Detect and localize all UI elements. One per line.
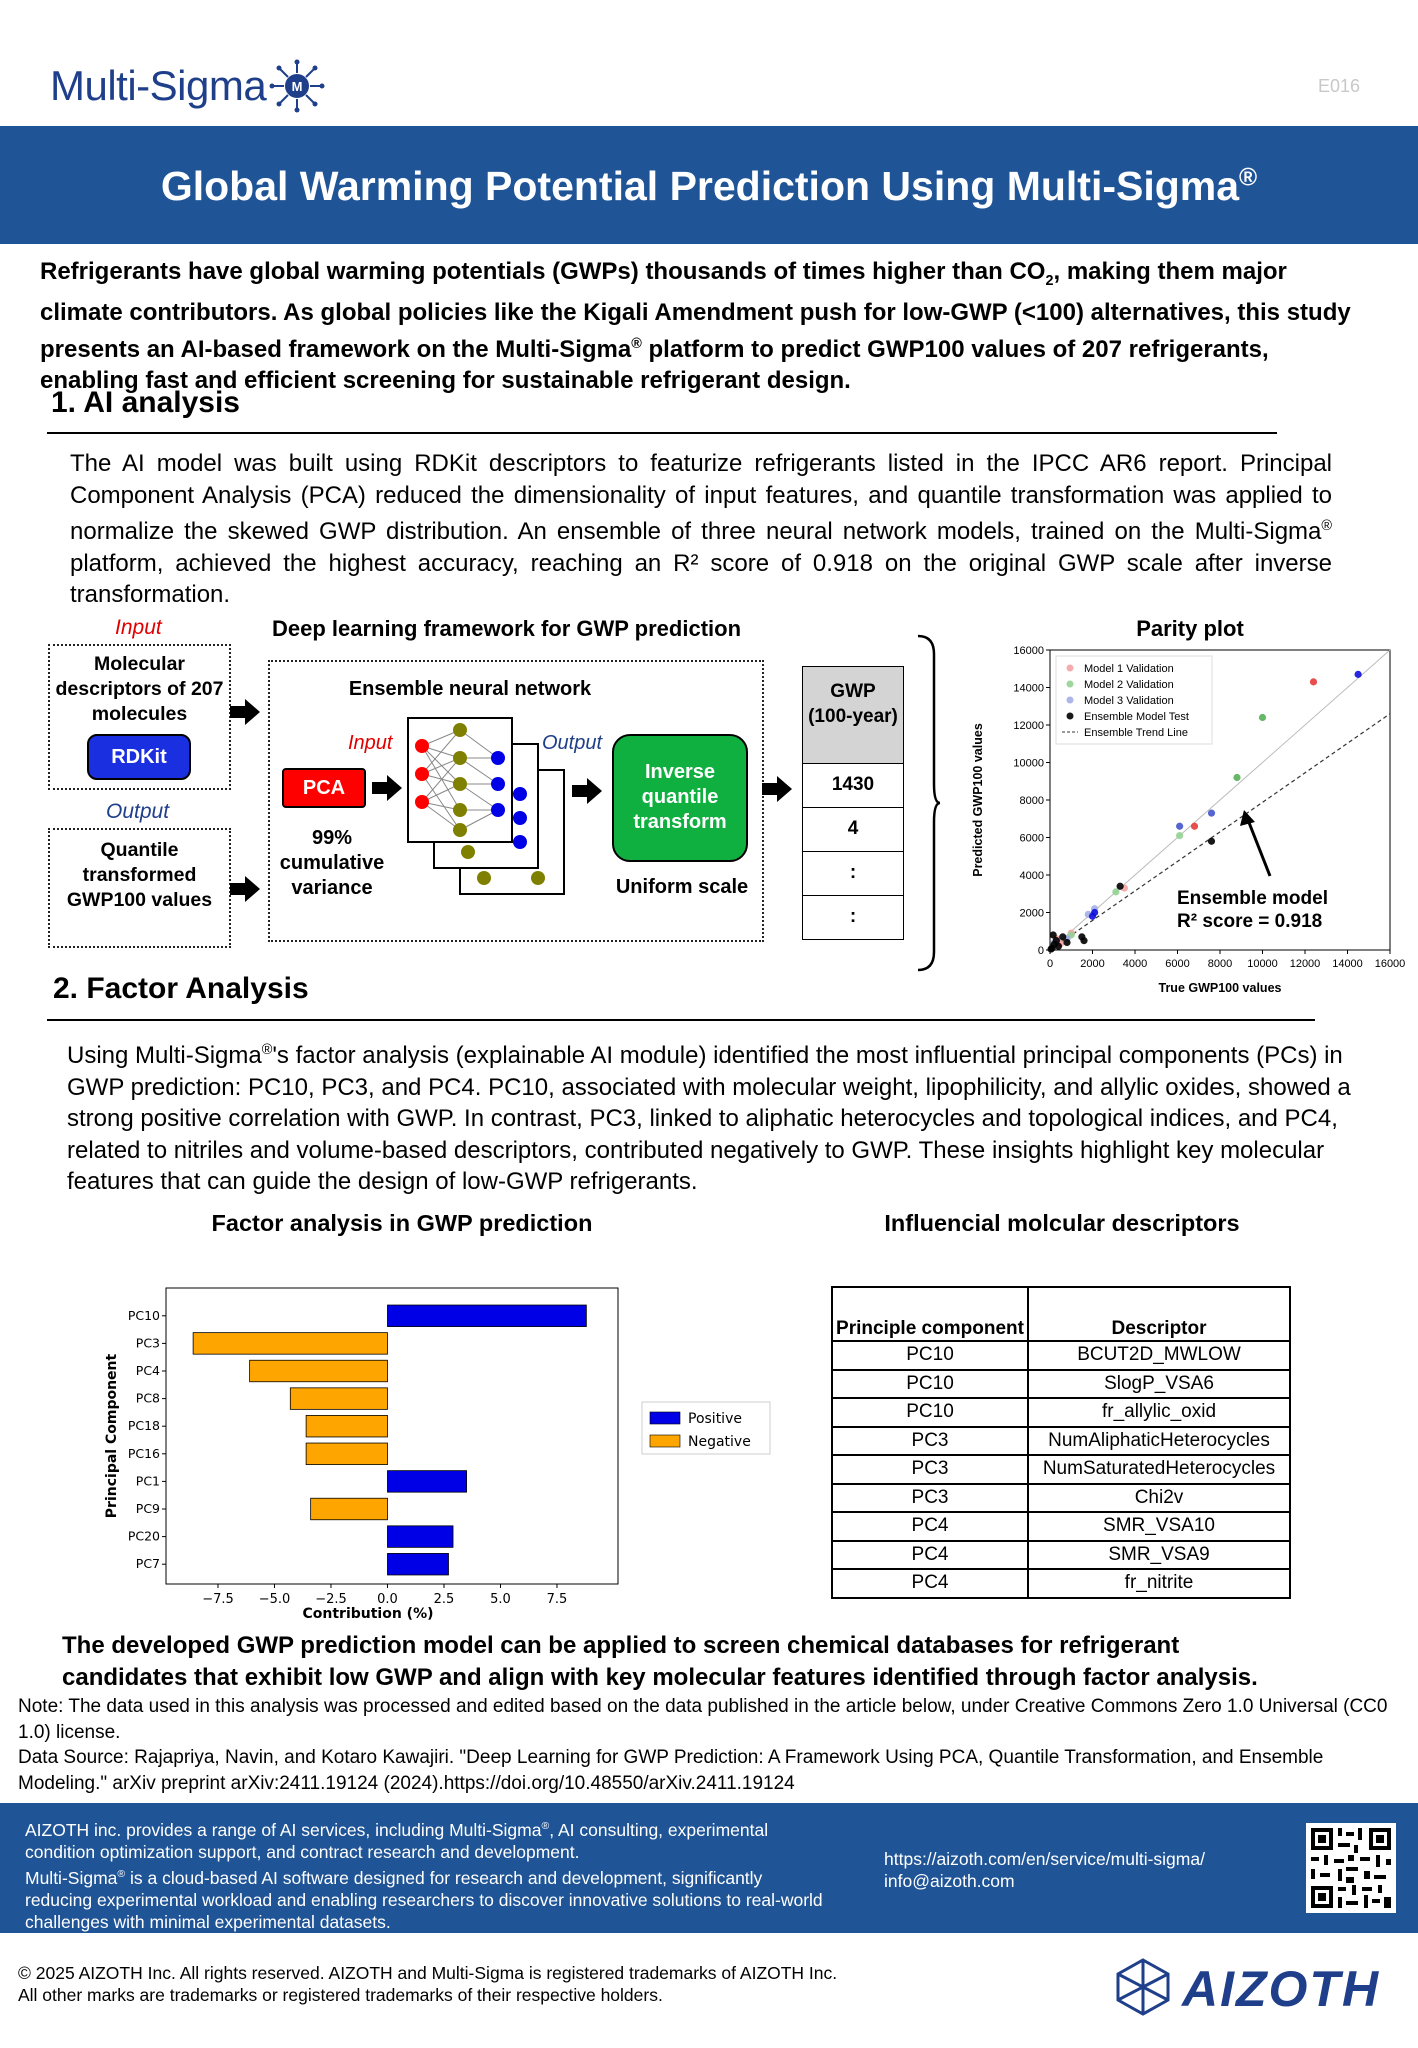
x-tick-label: 14000 bbox=[1332, 958, 1363, 970]
legend-label: Model 2 Validation bbox=[1084, 679, 1174, 691]
footer-email-link[interactable]: info@aizoth.com bbox=[884, 1871, 1015, 1891]
parity-plot bbox=[970, 640, 1406, 1016]
principal-component-cell: PC4 bbox=[832, 1569, 1028, 1598]
gwp-value-cell: : bbox=[802, 895, 904, 940]
multi-sigma-logo-text: Multi-Sigma bbox=[50, 62, 267, 109]
y-tick-label: PC7 bbox=[135, 1556, 160, 1572]
section-2-text: Using Multi-Sigma®'s factor analysis (explainable AI module) identified the most influential principal components (PCs) in GWP prediction: PC10, PC3, and PC4. PC10, associated with molecular weight, lipophilicity, and allylic oxides, showed a strong positive correlation with GWP. In contrast, PC3, linked to aliphatic heterocycles and topological indices, and PC4, related to nitriles and volume-based descriptors, contributed negatively to GWP. These insights highlight key molecular features that can guide the design of low-GWP refrigerants. bbox=[67, 1042, 1351, 1195]
y-tick-label: 16000 bbox=[1013, 645, 1044, 657]
arrow-right-icon bbox=[572, 778, 602, 804]
table-row bbox=[832, 1541, 1290, 1570]
x-tick-label: 4000 bbox=[1122, 958, 1148, 970]
data-point bbox=[1176, 832, 1183, 839]
y-tick-label: PC16 bbox=[127, 1445, 160, 1461]
bar-pc4 bbox=[250, 1360, 388, 1382]
arrow-right-icon bbox=[230, 876, 260, 902]
gwp-value-cell: 1430 bbox=[802, 763, 904, 808]
variance-text: 99% cumulative variance bbox=[279, 827, 385, 899]
section-2-heading: 2. Factor Analysis bbox=[53, 972, 309, 1005]
x-tick-label: −5.0 bbox=[258, 1592, 291, 1607]
input-label: Input bbox=[115, 616, 162, 639]
y-tick-label: PC1 bbox=[135, 1473, 160, 1489]
page-title: Global Warming Potential Prediction Using Multi-Sigma® bbox=[160, 163, 1258, 209]
data-point bbox=[1080, 937, 1087, 944]
table-row bbox=[832, 1341, 1290, 1370]
annotation-line-1: Ensemble model bbox=[1177, 888, 1328, 909]
x-tick-label: 16000 bbox=[1374, 958, 1406, 970]
gwp-header-cell: GWP (100-year) bbox=[802, 666, 904, 764]
y-axis-label: Predicted GWP100 values bbox=[971, 723, 985, 877]
descriptor-cell: fr_nitrite bbox=[1028, 1569, 1290, 1598]
descriptor-table bbox=[831, 1286, 1291, 1599]
legend-swatch bbox=[650, 1435, 680, 1447]
bar-pc20 bbox=[387, 1526, 453, 1548]
table-row bbox=[832, 1512, 1290, 1541]
descriptor-cell: fr_allylic_oxid bbox=[1028, 1398, 1290, 1427]
x-tick-label: 0 bbox=[1046, 958, 1054, 970]
arrow-right-icon bbox=[372, 775, 402, 801]
data-point bbox=[1208, 810, 1215, 817]
bar-pc10 bbox=[387, 1305, 586, 1327]
y-tick-label: 6000 bbox=[1019, 832, 1044, 845]
bar-pc3 bbox=[193, 1333, 387, 1355]
legend-label: Positive bbox=[688, 1411, 742, 1427]
y-tick-label: PC10 bbox=[127, 1307, 160, 1323]
data-point bbox=[1355, 671, 1362, 678]
data-point bbox=[1233, 774, 1240, 781]
legend-label: Ensemble Model Test bbox=[1084, 711, 1189, 723]
x-tick-label: 7.5 bbox=[546, 1592, 568, 1607]
data-point bbox=[1259, 714, 1266, 721]
y-tick-label: 2000 bbox=[1019, 907, 1044, 920]
data-point bbox=[1176, 823, 1183, 830]
conclusion-text: The developed GWP prediction model can be applied to screen chemical databases for refrigerant candidates that exhibit low GWP and align with key molecular features identified through factor analysis. bbox=[62, 1632, 1258, 1691]
bar-pc16 bbox=[306, 1443, 387, 1465]
principal-component-cell: PC10 bbox=[832, 1398, 1028, 1427]
table-header: Descriptor bbox=[1028, 1287, 1290, 1341]
footer-url-link[interactable]: https://aizoth.com/en/service/multi-sigma/ bbox=[884, 1849, 1205, 1869]
y-tick-label: 8000 bbox=[1019, 795, 1044, 807]
y-tick-label: PC3 bbox=[135, 1335, 160, 1351]
bar-pc8 bbox=[290, 1388, 387, 1410]
pca-badge: PCA bbox=[282, 768, 366, 808]
aizoth-logo-icon bbox=[1112, 1956, 1174, 2018]
x-tick-label: 2.5 bbox=[433, 1592, 455, 1607]
x-tick-label: −7.5 bbox=[202, 1592, 234, 1607]
inverse-transform-text: Inverse quantile transform bbox=[633, 761, 727, 833]
legend-label: Model 1 Validation bbox=[1084, 663, 1174, 675]
document-code: E016 bbox=[1318, 76, 1361, 96]
factor-chart-title: Factor analysis in GWP prediction bbox=[211, 1210, 593, 1236]
data-point bbox=[1089, 913, 1096, 920]
table-row bbox=[832, 1427, 1290, 1456]
legend-marker bbox=[1067, 713, 1074, 720]
molecular-descriptor-text: Molecular descriptors of 207 molecules bbox=[55, 653, 224, 725]
rdkit-badge: RDKit bbox=[87, 734, 191, 780]
y-axis-label: Principal Component bbox=[104, 1353, 120, 1519]
descriptor-cell: Chi2v bbox=[1028, 1484, 1290, 1513]
legend-label: Ensemble Trend Line bbox=[1084, 727, 1188, 739]
y-tick-label: 12000 bbox=[1013, 720, 1044, 732]
right-brace bbox=[916, 634, 942, 972]
descriptor-table-title: Influencial molcular descriptors bbox=[884, 1210, 1240, 1236]
output-label: Output bbox=[106, 800, 170, 823]
x-tick-label: −2.5 bbox=[315, 1592, 347, 1607]
bar-pc18 bbox=[306, 1415, 387, 1437]
descriptor-cell: SlogP_VSA6 bbox=[1028, 1370, 1290, 1399]
descriptor-cell: SMR_VSA9 bbox=[1028, 1541, 1290, 1570]
section-1-text: The AI model was built using RDKit descriptors to featurize refrigerants listed in the IPCC AR6 report. Principal Component Analysis (PCA) reduced the dimensionality of input features, and quantile transformation was applied to normalize the skewed GWP distribution. An ensemble of three neural network models, trained on the Multi-Sigma® platform, achieved the highest accuracy, reaching an R² score of 0.918 on the original GWP scale after inverse transformation. bbox=[70, 450, 1332, 608]
legend-swatch bbox=[650, 1412, 680, 1424]
principal-component-cell: PC3 bbox=[832, 1427, 1028, 1456]
parity-title: Parity plot bbox=[1136, 616, 1244, 641]
neural-network-diagram bbox=[408, 718, 566, 896]
y-tick-label: 4000 bbox=[1019, 870, 1044, 882]
y-tick-label: PC20 bbox=[127, 1528, 160, 1544]
principal-component-cell: PC4 bbox=[832, 1512, 1028, 1541]
footer-company-text: AIZOTH inc. provides a range of AI services, including Multi-Sigma®, AI consulting, experimental condition optimization support, and contract research and development. Multi-Sigma® is a cloud-based AI software designed for research and development, significantly reducing experimental workload and enabling researchers to discover innovative solutions to real-world challenges with minimal experimental datasets. bbox=[25, 1819, 823, 1932]
y-tick-label: PC8 bbox=[135, 1390, 160, 1406]
table-header: Principle component bbox=[832, 1287, 1028, 1341]
x-axis-label: Contribution (%) bbox=[302, 1606, 434, 1622]
principal-component-cell: PC4 bbox=[832, 1541, 1028, 1570]
gwp-value-cell: : bbox=[802, 851, 904, 896]
bar-pc1 bbox=[387, 1471, 466, 1493]
data-point bbox=[1117, 883, 1124, 890]
nn-output-label: Output bbox=[542, 732, 603, 754]
data-note: Note: The data used in this analysis was processed and edited based on the data published in the article below, under Creative Commons Zero 1.0 Universal (CC0 1.0) license. Data Source: Rajapriya, Navin, and Kotaro Kawajiri. "Deep Learning for GWP Prediction: A Framework Using PCA, Quantile Transformation, and Ensemble Modeling." arXiv preprint arXiv:2411.19124 (2024).https://doi.org/10.48550/arXiv.2411.19124 bbox=[18, 1696, 1388, 1794]
data-point bbox=[1050, 931, 1057, 938]
arrow-right-icon bbox=[230, 699, 260, 725]
section-2-rule bbox=[47, 1019, 1315, 1021]
intro-paragraph: Refrigerants have global warming potentials (GWPs) thousands of times higher than $CO_2$, making them major climate contributors. As global policies like the Kigali Amendment push for low-GWP (<100) alternatives, this study presents an AI-based framework on the Multi-Sigma® platform to predict GWP100 values of 207 refrigerants, enabling fast and efficient screening for sustainable refrigerant design. bbox=[40, 258, 1351, 395]
principal-component-cell: PC3 bbox=[832, 1484, 1028, 1513]
descriptor-cell: BCUT2D_MWLOW bbox=[1028, 1341, 1290, 1370]
factor-bar-chart bbox=[96, 1284, 786, 1622]
annotation-line-2: R² score = 0.918 bbox=[1177, 911, 1323, 932]
data-point bbox=[1063, 939, 1070, 946]
uniform-scale-text: Uniform scale bbox=[615, 876, 749, 898]
qr-code-icon[interactable] bbox=[1306, 1823, 1396, 1913]
x-tick-label: 8000 bbox=[1207, 958, 1233, 970]
data-point bbox=[1191, 823, 1198, 830]
y-tick-label: 14000 bbox=[1013, 682, 1044, 695]
table-row bbox=[832, 1484, 1290, 1513]
y-tick-label: PC4 bbox=[135, 1363, 160, 1378]
bar-pc9 bbox=[311, 1498, 388, 1520]
principal-component-cell: PC3 bbox=[832, 1455, 1028, 1484]
copyright-text: © 2025 AIZOTH Inc. All rights reserved. AIZOTH and Multi-Sigma is registered trademarks of AIZOTH Inc. All other marks are trademarks or registered trademarks of their respective holders. bbox=[18, 1963, 838, 2005]
table-row bbox=[832, 1370, 1290, 1399]
descriptor-cell: SMR_VSA10 bbox=[1028, 1512, 1290, 1541]
x-tick-label: 12000 bbox=[1289, 958, 1321, 970]
x-tick-label: 0.0 bbox=[377, 1592, 398, 1607]
gwp-value-cell: 4 bbox=[802, 807, 904, 852]
y-tick-label: 0 bbox=[1037, 945, 1044, 957]
principal-component-cell: PC10 bbox=[832, 1341, 1028, 1370]
legend-marker bbox=[1067, 697, 1074, 704]
table-row bbox=[832, 1455, 1290, 1484]
y-tick-label: 10000 bbox=[1013, 757, 1044, 770]
bar-pc7 bbox=[387, 1553, 448, 1575]
descriptor-cell: NumAliphaticHeterocycles bbox=[1028, 1427, 1290, 1456]
descriptor-table-body bbox=[832, 1341, 1290, 1598]
descriptor-cell: NumSaturatedHeterocycles bbox=[1028, 1455, 1290, 1484]
table-row bbox=[832, 1569, 1290, 1598]
svg-text:M: M bbox=[291, 79, 303, 94]
multi-sigma-logo-icon bbox=[262, 58, 332, 114]
table-row bbox=[832, 1398, 1290, 1427]
principal-component-cell: PC10 bbox=[832, 1370, 1028, 1399]
ensemble-nn-title: Ensemble neural network bbox=[348, 678, 592, 700]
section-1-rule bbox=[47, 432, 1277, 434]
x-tick-label: 6000 bbox=[1165, 958, 1190, 970]
section-1-heading: 1. AI analysis bbox=[51, 386, 240, 419]
data-point bbox=[1208, 838, 1215, 845]
x-axis-label: True GWP100 values bbox=[1158, 981, 1282, 995]
y-tick-label: PC9 bbox=[135, 1501, 160, 1516]
framework-title: Deep learning framework for GWP prediction bbox=[272, 616, 742, 641]
data-point bbox=[1310, 678, 1317, 685]
quantile-values-text: Quantile transformed GWP100 values bbox=[66, 839, 213, 911]
legend-marker bbox=[1067, 681, 1074, 688]
x-tick-label: 10000 bbox=[1247, 958, 1278, 970]
aizoth-logo-text: AIZOTH bbox=[1182, 1961, 1381, 2017]
legend-marker bbox=[1067, 665, 1074, 672]
x-tick-label: 2000 bbox=[1080, 958, 1105, 970]
y-tick-label: PC18 bbox=[127, 1418, 160, 1434]
data-point bbox=[1055, 943, 1062, 950]
arrow-right-icon bbox=[762, 776, 792, 802]
data-point bbox=[1047, 945, 1054, 952]
nn-input-label: Input bbox=[348, 732, 393, 754]
x-tick-label: 5.0 bbox=[490, 1592, 511, 1607]
legend-label: Model 3 Validation bbox=[1084, 695, 1174, 707]
legend-label: Negative bbox=[688, 1434, 751, 1450]
